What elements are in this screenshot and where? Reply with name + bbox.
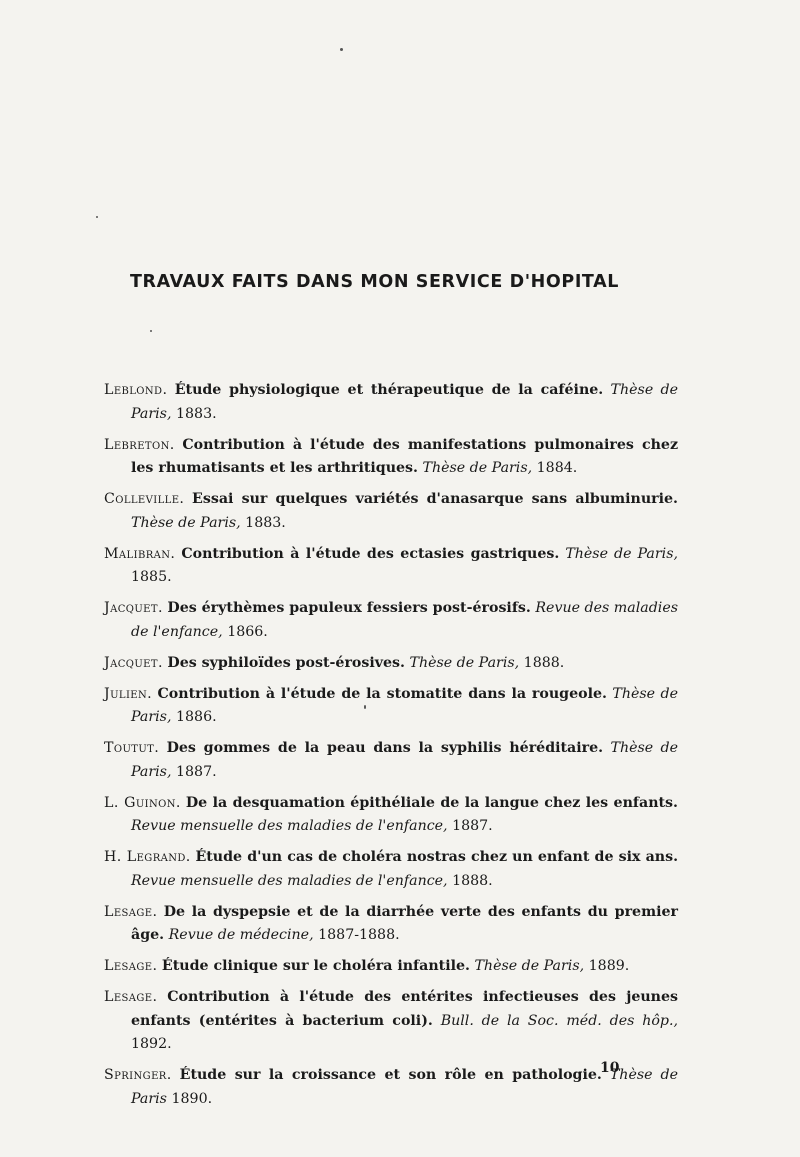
bibliography-entry bbox=[104, 986, 678, 1057]
entry-year: 1888. bbox=[523, 654, 565, 671]
bibliography-entry bbox=[104, 901, 678, 948]
entry-source: Thèse de Paris, bbox=[565, 545, 678, 562]
entry-title: De la dyspepsie et de la diarrhée verte des enfants du premier âge. bbox=[131, 903, 678, 943]
entry-year: 1887. bbox=[176, 763, 217, 780]
entry-year: 1886. bbox=[176, 709, 217, 725]
entry-author: Lebreton. bbox=[104, 436, 175, 453]
entry-author: Leblond. bbox=[104, 382, 168, 398]
entry-source: Thèse de Paris, bbox=[131, 685, 678, 725]
bibliography-entry bbox=[104, 792, 678, 839]
entry-author: Toutut. bbox=[104, 740, 160, 756]
bibliography-list bbox=[104, 379, 678, 1119]
entry-author: Jacquet. bbox=[104, 654, 163, 671]
bibliography-entry bbox=[104, 652, 678, 676]
bibliography-entry bbox=[104, 737, 678, 784]
entry-author: H. Legrand. bbox=[104, 849, 191, 865]
entry-year: 1883. bbox=[245, 514, 286, 531]
entry-source: Revue des maladies de l'enfance, bbox=[131, 600, 678, 640]
bibliography-entry bbox=[104, 846, 678, 893]
entry-title: Essai sur quelques variétés d'anasarque sans albuminurie. bbox=[192, 491, 678, 507]
print-speck bbox=[150, 330, 152, 332]
entry-source: Thèse de Paris, bbox=[409, 654, 520, 671]
entry-title: Étude clinique sur le choléra infantile. bbox=[161, 958, 470, 974]
page-number: 10 bbox=[600, 1060, 620, 1076]
entry-author: L. Guinon. bbox=[104, 794, 181, 811]
bibliography-entry bbox=[104, 488, 678, 535]
bibliography-entry bbox=[104, 1064, 678, 1111]
entry-source: Bull. de la Soc. méd. des hôp., bbox=[440, 1012, 678, 1029]
entry-title: Étude physiologique et thérapeutique de la caféine. bbox=[174, 382, 604, 398]
entry-year: 1885. bbox=[131, 569, 172, 585]
entry-year: 1883. bbox=[176, 405, 217, 422]
entry-source: Thèse de Paris, bbox=[131, 382, 678, 422]
bibliography-entry bbox=[104, 434, 678, 481]
entry-source: Thèse de Paris, bbox=[131, 740, 679, 780]
bibliography-entry bbox=[104, 543, 678, 590]
entry-source: Revue de médecine, bbox=[168, 927, 314, 943]
entry-source: Revue mensuelle des maladies de l'enfance, bbox=[131, 818, 448, 834]
entry-title: Des gommes de la peau dans la syphilis héréditaire. bbox=[166, 740, 604, 756]
entry-title: Contribution à l'étude des manifestations pulmonaires chez les rhumatisants et les arthritiques. bbox=[131, 436, 678, 476]
entry-author: Springer. bbox=[104, 1067, 172, 1083]
entry-source: Thèse de Paris, bbox=[131, 514, 241, 531]
entry-title: Des érythèmes papuleux fessiers post-érosifs. bbox=[167, 600, 531, 616]
entry-author: Lesage. bbox=[104, 958, 158, 974]
bibliography-entry bbox=[104, 955, 678, 979]
entry-title: De la desquamation épithéliale de la langue chez les enfants. bbox=[185, 794, 678, 811]
entry-source: Thèse de Paris, bbox=[474, 958, 585, 974]
entry-title: Contribution à l'étude de la stomatite dans la rougeole. bbox=[157, 685, 607, 702]
entry-author: Lesage. bbox=[104, 989, 158, 1005]
entry-source: Thèse de Paris, bbox=[422, 460, 533, 476]
entry-author: Jacquet. bbox=[104, 600, 163, 616]
entry-title: Contribution à l'étude des ectasies gastriques. bbox=[181, 545, 560, 562]
entry-author: Colleville. bbox=[104, 491, 185, 507]
entry-source: Revue mensuelle des maladies de l'enfance, bbox=[131, 872, 448, 889]
entry-author: Malibran. bbox=[104, 545, 176, 562]
entry-title: Étude d'un cas de choléra nostras chez un enfant de six ans. bbox=[195, 849, 679, 865]
bibliography-entry bbox=[104, 379, 678, 426]
entry-year: 1866. bbox=[227, 623, 268, 640]
bibliography-entry bbox=[104, 683, 678, 730]
print-speck bbox=[96, 216, 98, 218]
entry-title: Étude sur la croissance et son rôle en pathologie. bbox=[179, 1067, 602, 1083]
entry-year: 1887. bbox=[452, 818, 493, 834]
entry-author: Julien. bbox=[104, 685, 153, 702]
entry-year: 1888. bbox=[452, 872, 493, 889]
entry-year: 1892. bbox=[131, 1036, 172, 1052]
bibliography-entry bbox=[104, 597, 678, 644]
entry-title: Contribution à l'étude des entérites infectieuses des jeunes enfants (entérites à bacterium coli). bbox=[131, 989, 678, 1029]
page-title: TRAVAUX FAITS DANS MON SERVICE D'HOPITAL bbox=[130, 272, 619, 292]
entry-author: Lesage. bbox=[104, 903, 158, 920]
entry-year: 1887-1888. bbox=[318, 927, 400, 943]
entry-source: Thèse de Paris bbox=[131, 1067, 679, 1107]
entry-year: 1884. bbox=[536, 460, 578, 476]
entry-year: 1889. bbox=[588, 958, 630, 974]
print-speck bbox=[340, 48, 343, 51]
entry-title: Des syphiloïdes post-érosives. bbox=[167, 654, 405, 671]
entry-year: 1890. bbox=[171, 1090, 213, 1107]
